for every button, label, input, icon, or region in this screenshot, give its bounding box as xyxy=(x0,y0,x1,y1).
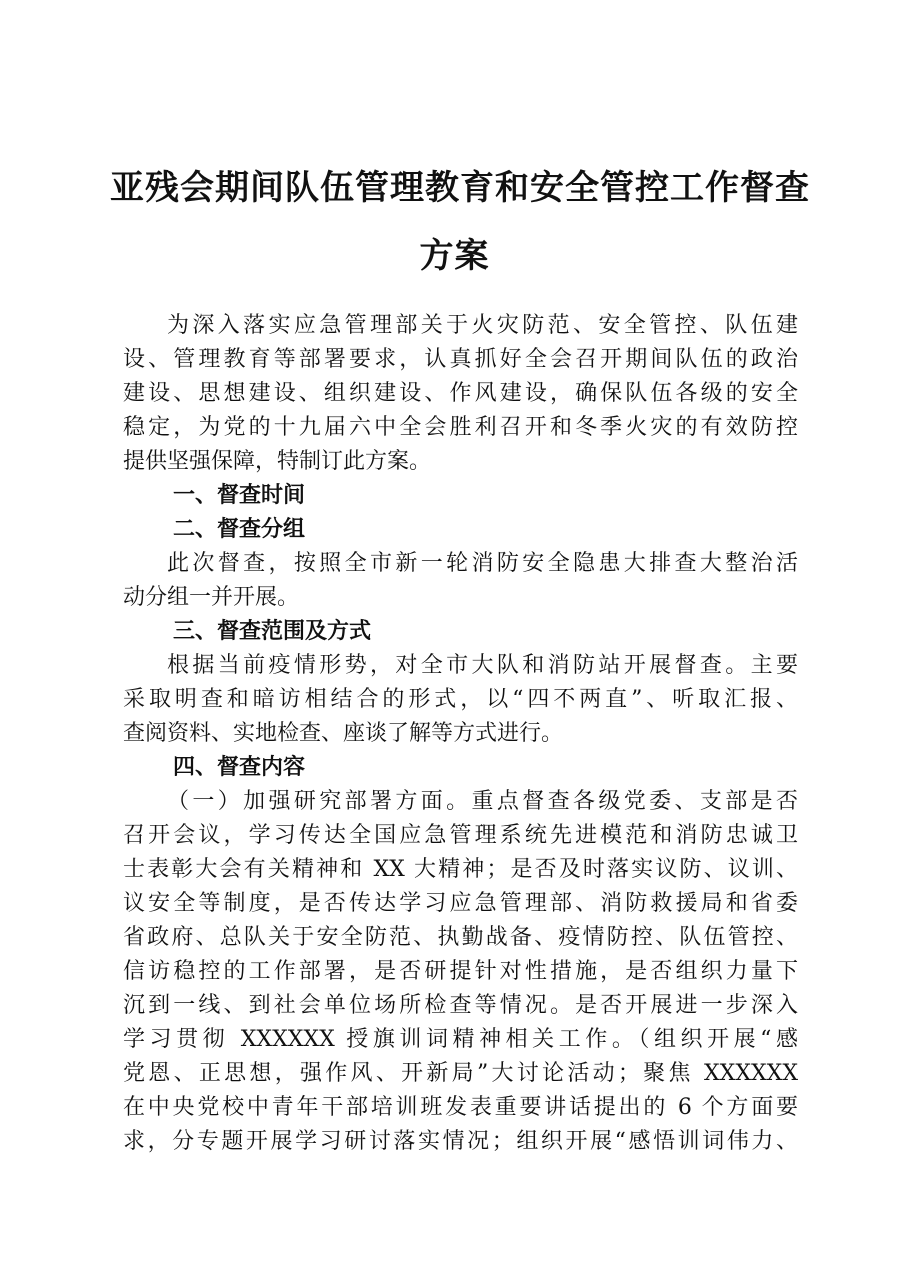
paragraph-line: 动分组一并开展。 xyxy=(123,585,300,610)
paragraph-line: 省政府、总队关于安全防范、执勤战备、疫情防控、队伍管控、 xyxy=(123,925,798,950)
paragraph-line: 查阅资料、实地检查、座谈了解等方式进行。 xyxy=(123,721,564,746)
section-heading: 一、督查时间 xyxy=(173,483,306,508)
paragraph-line: 议安全等制度，是否传达学习应急管理部、消防救援局和省委 xyxy=(123,891,798,916)
paragraph-line: 信访稳控的工作部署，是否研提针对性措施，是否组织力量下 xyxy=(123,959,798,984)
paragraph-line: 此次督查，按照全市新一轮消防安全隐患大排查大整治活 xyxy=(167,551,798,576)
paragraph-line: 在中央党校中青年干部培训班发表重要讲话提出的 6 个方面要 xyxy=(123,1095,798,1120)
paragraph-line: 沉到一线、到社会单位场所检查等情况。是否开展进一步深入 xyxy=(123,993,798,1018)
document-title-line-2: 方案 xyxy=(419,236,490,276)
paragraph-line: 学习贯彻 XXXXXX 授旗训词精神相关工作。（组织开展“感 xyxy=(123,1027,798,1052)
document-body xyxy=(123,309,798,1159)
paragraph-line: 采取明查和暗访相结合的形式，以“四不两直”、听取汇报、 xyxy=(123,687,798,712)
paragraph-line: 士表彰大会有关精神和 XX 大精神；是否及时落实议防、议训、 xyxy=(123,857,798,882)
paragraph-line: 党恩、正思想，强作风、开新局”大讨论活动；聚焦 XXXXXX xyxy=(123,1061,798,1086)
paragraph-line: 求，分专题开展学习研讨落实情况；组织开展“感悟训词伟力、 xyxy=(123,1129,798,1154)
paragraph-line: 建设、思想建设、组织建设、作风建设，确保队伍各级的安全 xyxy=(123,381,798,406)
paragraph-line: 根据当前疫情形势，对全市大队和消防站开展督查。主要 xyxy=(167,653,798,678)
paragraph-line: 稳定，为党的十九届六中全会胜利召开和冬季火灾的有效防控 xyxy=(123,415,798,440)
paragraph-line: 设、管理教育等部署要求，认真抓好全会召开期间队伍的政治 xyxy=(123,347,798,372)
section-heading: 四、督查内容 xyxy=(173,755,306,780)
paragraph-line: 为深入落实应急管理部关于火灾防范、安全管控、队伍建 xyxy=(167,313,798,338)
paragraph-line: 召开会议，学习传达全国应急管理系统先进模范和消防忠诚卫 xyxy=(123,823,798,848)
section-heading: 二、督查分组 xyxy=(173,517,306,542)
paragraph-line: 提供坚强保障，特制订此方案。 xyxy=(123,449,432,474)
section-heading: 三、督查范围及方式 xyxy=(173,619,372,644)
document-title-line-1: 亚残会期间队伍管理教育和安全管控工作督查 xyxy=(110,168,810,208)
paragraph-line: （一）加强研究部署方面。重点督查各级党委、支部是否 xyxy=(167,789,798,814)
